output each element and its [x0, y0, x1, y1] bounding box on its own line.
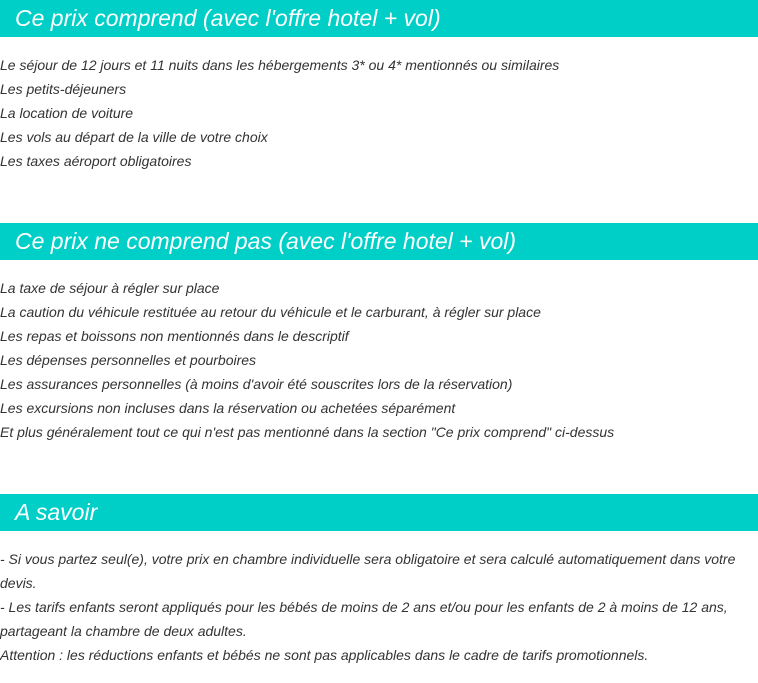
list-item: La taxe de séjour à régler sur place: [0, 280, 220, 296]
list-item: Les vols au départ de la ville de votre choix: [0, 129, 268, 145]
includes-heading: Ce prix comprend (avec l'offre hotel + vol): [0, 0, 758, 37]
list-item: Les repas et boissons non mentionnés dans le descriptif: [0, 328, 349, 344]
includes-section: [0, 0, 758, 223]
list-item: Les dépenses personnelles et pourboires: [0, 352, 257, 368]
info-paragraph: - Si vous partez seul(e), votre prix en chambre individuelle sera obligatoire et sera calculé automatiquement dans votre devis.: [0, 551, 736, 591]
info-paragraph: - Les tarifs enfants seront appliqués pour les bébés de moins de 2 ans et/ou pour les enfants de 2 à moins de 12 ans, partageant la chambre de deux adultes.: [0, 599, 728, 639]
list-item: Les petits-déjeuners: [0, 81, 127, 97]
info-section: [0, 494, 758, 667]
info-paragraph: Attention : les réductions enfants et bébés ne sont pas applicables dans le cadre de tarifs promotionnels.: [0, 647, 649, 663]
includes-list: [0, 37, 758, 173]
excludes-section: [0, 223, 758, 494]
list-item: La caution du véhicule restituée au retour du véhicule et le carburant, à régler sur place: [0, 304, 541, 320]
list-item: Les excursions non incluses dans la réservation ou achetées séparément: [0, 400, 456, 416]
excludes-heading: Ce prix ne comprend pas (avec l'offre hotel + vol): [0, 223, 758, 260]
list-item: Le séjour de 12 jours et 11 nuits dans les hébergements 3* ou 4* mentionnés ou similaires: [0, 57, 560, 73]
info-paragraphs: [0, 531, 758, 667]
list-item: Les taxes aéroport obligatoires: [0, 153, 192, 169]
info-heading: A savoir: [0, 494, 758, 531]
excludes-list: [0, 260, 758, 444]
list-item: Les assurances personnelles (à moins d'avoir été souscrites lors de la réservation): [0, 376, 513, 392]
list-item: La location de voiture: [0, 105, 134, 121]
list-item: Et plus généralement tout ce qui n'est pas mentionné dans la section "Ce prix comprend" ci-dessus: [0, 424, 615, 440]
